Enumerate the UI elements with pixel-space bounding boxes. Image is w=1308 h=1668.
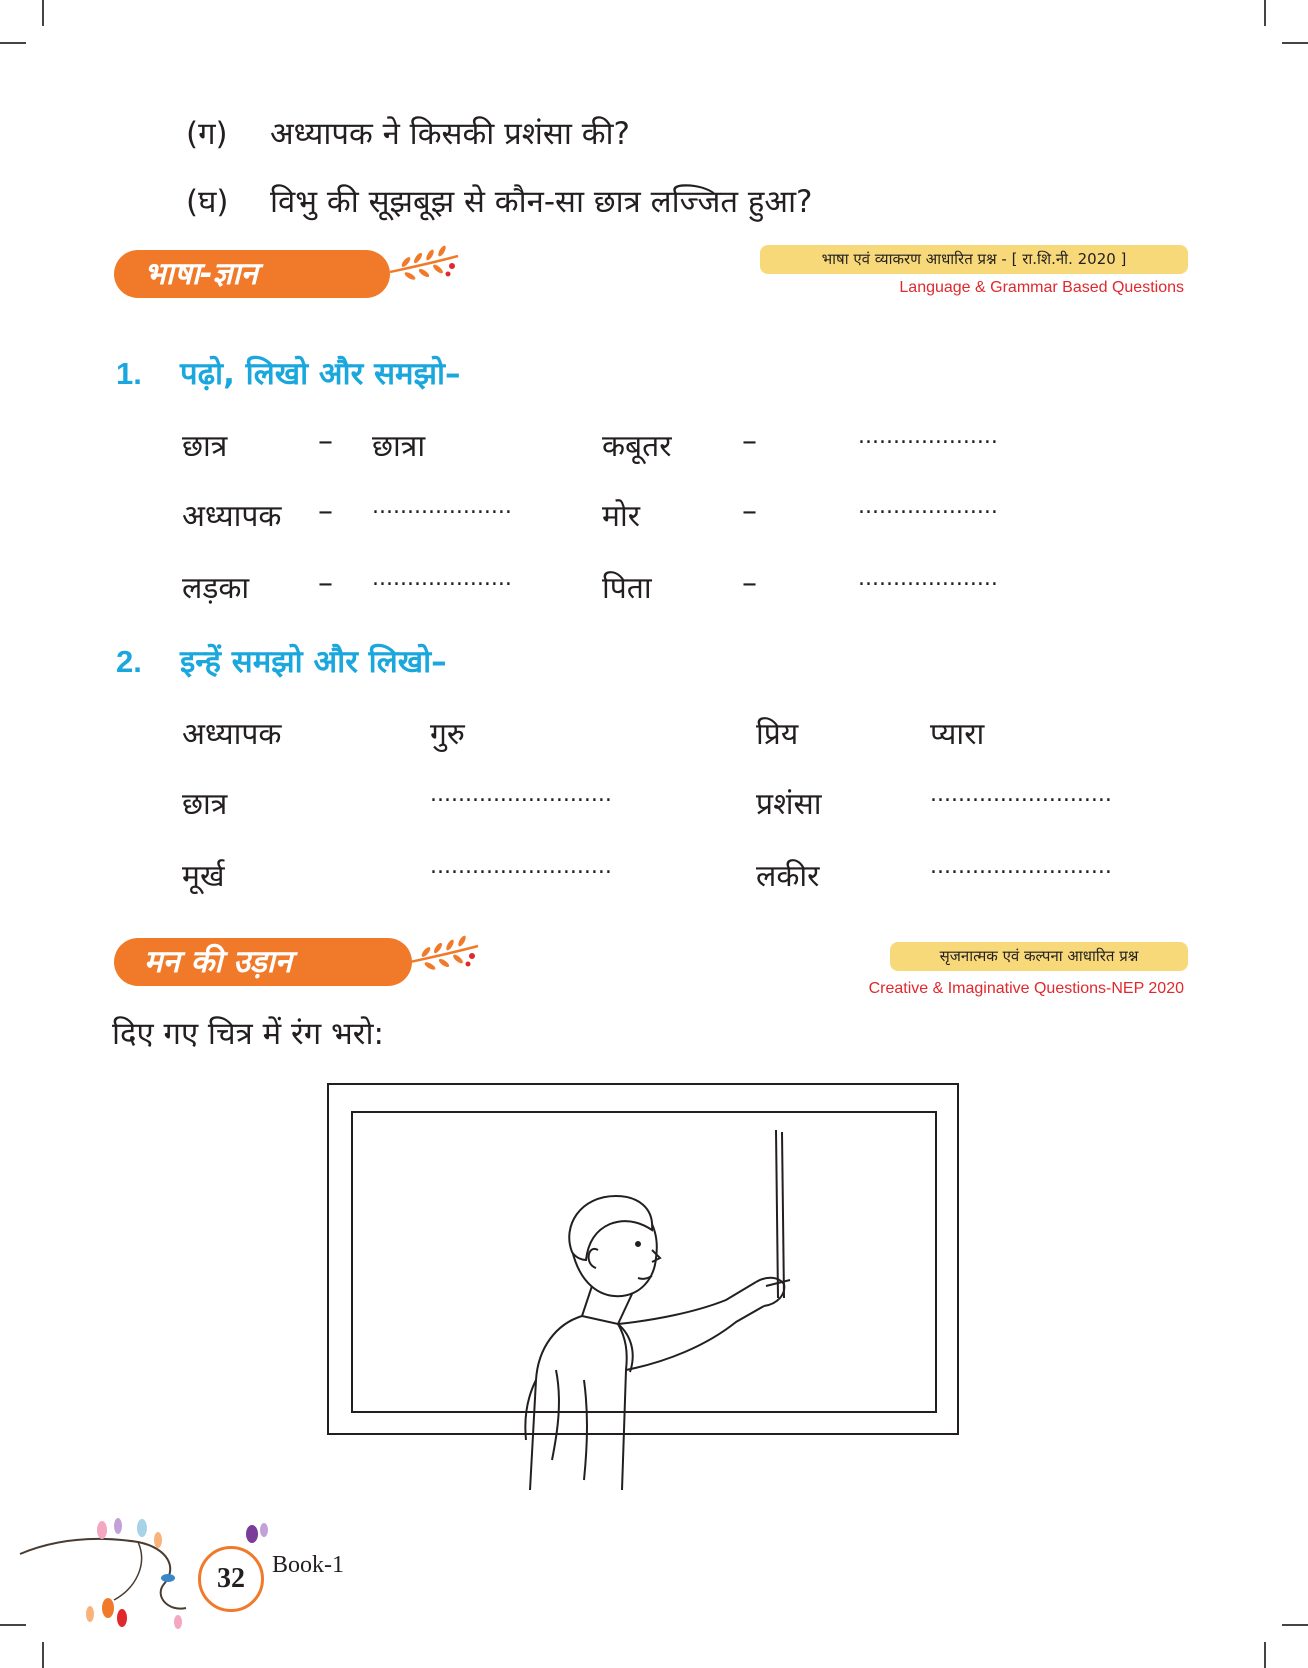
- word: छात्र: [182, 787, 228, 822]
- answer-blank[interactable]: ....................: [858, 424, 998, 449]
- creative-tag: सृजनात्मक एवं कल्पना आधारित प्रश्न: [890, 942, 1188, 971]
- question-g: [186, 112, 630, 154]
- crop-mark: [0, 42, 26, 44]
- dash: –: [318, 566, 333, 601]
- answer-blank[interactable]: ....................: [372, 566, 512, 591]
- question-text: विभु की सूझबूझ से कौन-सा छात्र लज्जित हुआ?: [270, 184, 813, 220]
- answer-blank[interactable]: ....................: [858, 566, 998, 591]
- word: मोर: [602, 499, 640, 534]
- exercise-number: 1.: [116, 356, 142, 391]
- dash: –: [742, 494, 757, 529]
- word: लड़का: [182, 571, 250, 606]
- question-label: (ग): [186, 116, 228, 152]
- question-label: (घ): [186, 184, 229, 220]
- question-gh: [186, 180, 813, 222]
- dash: –: [742, 424, 757, 459]
- word: कबूतर: [602, 429, 672, 464]
- word: मूर्ख: [182, 859, 225, 894]
- book-name: Book-1: [272, 1552, 344, 1578]
- crop-mark: [1264, 1642, 1266, 1668]
- answer-blank[interactable]: ..........................: [430, 782, 612, 807]
- answer: छात्रा: [372, 429, 426, 464]
- exercise-number: 2.: [116, 644, 142, 679]
- section-banner-bhasha-gyan: भाषा-ज्ञान: [114, 250, 390, 298]
- grammar-tag: भाषा एवं व्याकरण आधारित प्रश्न - [ रा.शि.नी. 2020 ]: [760, 245, 1188, 274]
- answer-blank[interactable]: ..........................: [930, 854, 1112, 879]
- dash: –: [318, 424, 333, 459]
- answer: प्यारा: [930, 717, 985, 752]
- page-number: 32: [198, 1546, 264, 1612]
- answer-blank[interactable]: ....................: [858, 494, 998, 519]
- word: प्रशंसा: [756, 787, 822, 822]
- exercise-2-title: [116, 640, 447, 682]
- crop-mark: [1282, 1624, 1308, 1626]
- answer: गुरु: [430, 717, 465, 752]
- answer-blank[interactable]: ..........................: [930, 782, 1112, 807]
- word: प्रिय: [756, 717, 799, 752]
- coloring-instruction: दिए गए चित्र में रंग भरो:: [112, 1016, 384, 1052]
- leaf-sprig-icon: [388, 242, 460, 288]
- word: लकीर: [756, 859, 820, 894]
- grammar-tag-english: Language & Grammar Based Questions: [899, 279, 1184, 296]
- crop-mark: [1264, 0, 1266, 26]
- crop-mark: [1282, 42, 1308, 44]
- word: अध्यापक: [182, 499, 282, 534]
- exercise-heading: इन्हें समझो और लिखो–: [180, 644, 447, 680]
- word: छात्र: [182, 429, 228, 464]
- creative-tag-english: Creative & Imaginative Questions-NEP 2020: [868, 980, 1184, 997]
- boy-at-blackboard-illustration: [326, 1080, 962, 1490]
- leaf-sprig-icon: [408, 932, 480, 978]
- answer-blank[interactable]: ..........................: [430, 854, 612, 879]
- exercise-1-title: [116, 352, 461, 394]
- exercise-heading: पढ़ो, लिखो और समझो–: [180, 356, 461, 392]
- section-banner-man-ki-udaan: मन की उड़ान: [114, 938, 412, 986]
- crop-mark: [42, 0, 44, 26]
- dash: –: [742, 566, 757, 601]
- answer-blank[interactable]: ....................: [372, 494, 512, 519]
- word: पिता: [602, 571, 652, 606]
- question-text: अध्यापक ने किसकी प्रशंसा की?: [270, 116, 631, 152]
- word: अध्यापक: [182, 717, 282, 752]
- dash: –: [318, 494, 333, 529]
